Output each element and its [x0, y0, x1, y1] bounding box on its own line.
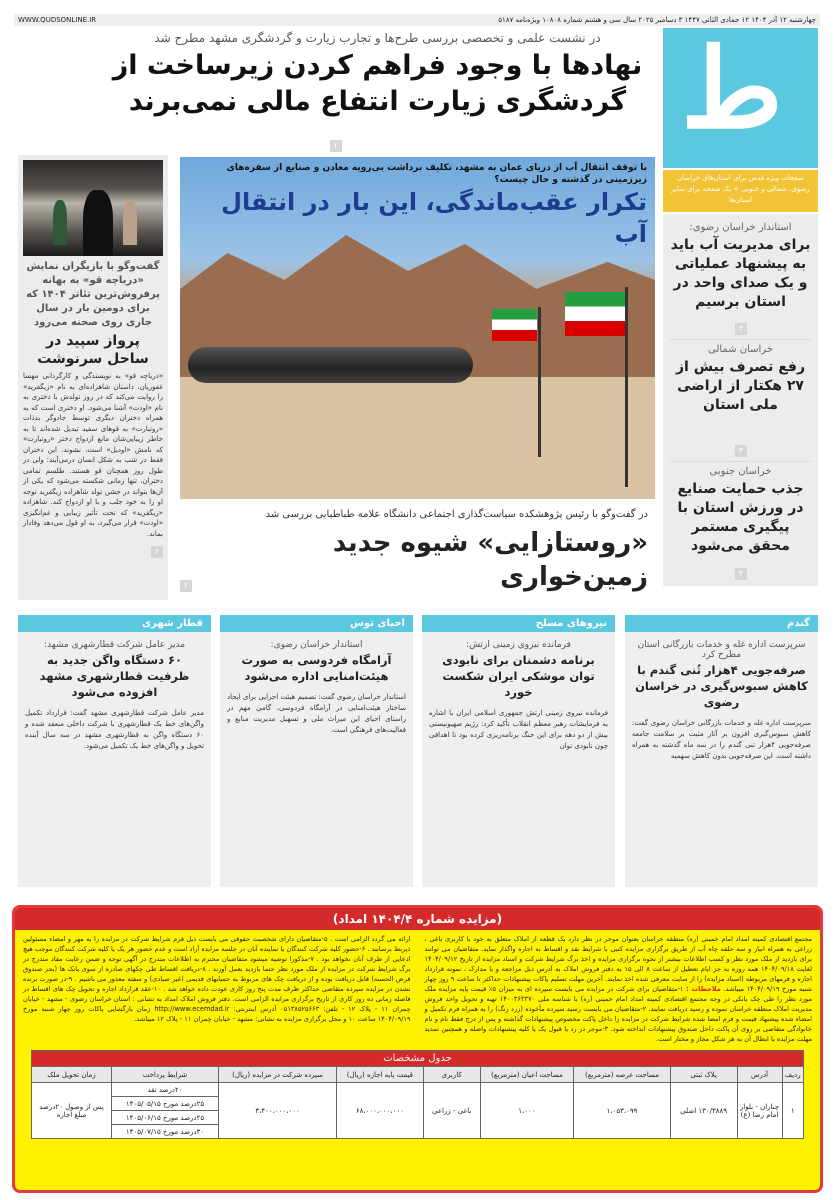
- col-header: کاربری: [423, 1067, 480, 1083]
- col-header: سپرده شرکت در مزایده (ریال): [219, 1067, 337, 1083]
- sidebar-story[interactable]: [669, 222, 812, 340]
- story-body: استاندار خراسان رضوی گفت: تصمیم هیئت اجرایی برای ایجاد ساختار هیئت‌امنایی در آرامگاه فردوسی، گامی مهم در راستای احیای این میراث ملی و تسهیل مدیریت منابع و فعالیت‌های فرهنگی است.: [227, 693, 406, 734]
- auction-notes: ۱-متقاضیان برای شرکت در مزایده می بایست سپرده ای به میزان ۵٪ قیمت پایه مزایده ملک مورد نظر را طی چک بانکی در وجه مجتمع اقتصادی کمیته امداد امام خمینی (ره) با شناسه ملی ۱۴۰۰۳۶۳۳۷۰ تهیه و تحویل واحد فروش مدیریت املاک منطقه خراسان نموده و رسید دریافت نمایند. ۲-متقاضیان می بایست رسید سپرده مأخوذه (زرد رنگ) را به همراه فرم تکمیل و امضاء شده پیشنهاد قیمت و فرم امضا شده شرایط شرکت در مزایده را داخل پاکت مخصوص پیشنهادات گذاشته و پس از درج فقط نام و نام خانوادگی متقاضی بر روی آن پاکت داخل صندوق پیشنهادات انداخته شود. ۳-موجر در رد یا قبول یک یا کلیه پیشنهادات واصله و همچنین تمدید مهلت مزایده یا ابطال آن به هر شکل مجاز و مختار است.: [424, 985, 812, 1043]
- story-title[interactable]: ۶۰ دستگاه واگن جدید به ظرفیت قطارشهری مشهد افزوده می‌شود: [39, 653, 190, 699]
- story-title[interactable]: برنامه دشمنان برای نابودی توان موشکی ایران شکست خورد: [442, 653, 595, 699]
- cell-payment: ۲۰درصد نقد: [112, 1083, 219, 1097]
- col-header: مساحت عرصه (مترمربع): [574, 1067, 670, 1083]
- masthead-tagline: صفحات ویژه قدس برای استان‌های خراسان رضوی، شمالی و جنوبی + یک صفحه برای سایر استان‌ها: [663, 170, 818, 212]
- story-kicker: فرمانده نیروی زمینی ارتش:: [466, 640, 571, 650]
- sidebar-story[interactable]: [669, 344, 812, 462]
- cell-payment: ۲۵درصد مورخ ۱۴۰۵/۰۵/۱۵: [112, 1097, 219, 1111]
- site-url[interactable]: WWW.QUDSONLINE.IR: [18, 16, 97, 24]
- story-kicker: استاندار خراسان رضوی:: [689, 222, 792, 233]
- news-column: [625, 615, 818, 887]
- page-ref[interactable]: ۳: [735, 323, 747, 335]
- cell-deposit: ۳،۴۰۰،۰۰۰،۰۰۰: [219, 1083, 337, 1139]
- cell-no: ۱: [782, 1083, 803, 1139]
- sidebar: [663, 214, 818, 586]
- table-caption: جدول مشخصات: [32, 1051, 804, 1067]
- photo-title[interactable]: تکرار عقب‌ماندگی، این بار در انتقال آب: [221, 188, 647, 248]
- section-header: احیای توس: [220, 615, 413, 632]
- water-transfer-photo: [180, 157, 655, 499]
- lead-kicker: در نشست علمی و تخصصی بررسی طرح‌ها و تجارب زیارت و گردشگری مشهد مطرح شد: [154, 31, 601, 45]
- col-header: ردیف: [782, 1067, 803, 1083]
- second-story: [180, 508, 648, 594]
- story-title[interactable]: صرفه‌جویی ۴هزار تُنی گندم با کاهش سبوس‌گیری در خراسان رضوی: [635, 663, 808, 709]
- photo-kicker: با توقف انتقال آب از دریای عمان به مشهد، تکلیف برداشت بی‌رویه معادن و صنایع از سفره‌های زیرزمینی در گذشته و حال چیست؟: [226, 163, 647, 185]
- second-title[interactable]: «روستازایی» شیوه جدید زمین‌خواری: [332, 528, 648, 592]
- notes-label: ملاحظات :: [686, 985, 721, 993]
- col-header: مساحت اعیان (مترمربع): [480, 1067, 574, 1083]
- story-body: «دریاچه قو» به نویسندگی و کارگردانی مهسا غفوریان، داستان شاهزاده‌ای به نام «زیگفرید» را روایت می‌کند که در روز تولدش با دختری به نام «اودت» آشنا می‌شود. او دختری است که به همراه دختران دیگری توسط جادوگر بدذات «روتبارت» به قوهای سفید تبدیل شده‌اند تا به خاطر زیبایی‌شان مانع ازدواج دختر «روتبارت» که نامش «اودیل» است، نشوند. این دختران فقط در شب به شکل انسان درمی‌آیند؛ ولی در طول روز همچنان قو هستند. طلسم تمامی دختران، تنها زمانی شکسته می‌شود که یکی از آن‌ها بتواند در جشن تولد شاهزاده زیگفرید توجه او را به خود جلب و با او ازدواج کند. شاهزاده «زیگفرید» که تحت تأثیر زیبایی و غم‌انگیزی «اودت» قرار می‌گیرد، به او قول می‌دهد وفادار بماند.: [23, 372, 163, 538]
- auction-title: (مزایده شماره ۱۴۰۴/۴ امداد): [15, 908, 820, 930]
- page-ref[interactable]: ۲: [151, 546, 163, 558]
- story-kicker: خراسان جنوبی: [709, 466, 772, 477]
- cell-land-area: ۱،۰۵۳،۰۹۹: [574, 1083, 670, 1139]
- cell-base-price: ۶۸،۰۰۰،۰۰۰،۰۰۰: [337, 1083, 424, 1139]
- story-title[interactable]: رفع تصرف بیش از ۲۷ هکتار از اراضی ملی استان: [675, 359, 806, 413]
- col-header: شرایط پرداخت: [112, 1067, 219, 1083]
- story-title[interactable]: پرواز سپید در ساحل سرنوشت: [37, 333, 149, 367]
- cell-delivery: پس از وصول ۲۰درصد مبلغ اجاره: [32, 1083, 112, 1139]
- story-kicker: استاندار خراسان رضوی:: [270, 640, 363, 650]
- logo-mark: ط: [681, 28, 783, 153]
- flag-icon: [492, 309, 537, 341]
- story-kicker: مدیر عامل شرکت قطارشهری مشهد:: [43, 640, 186, 650]
- section-header: نیروهای مسلح: [422, 615, 615, 632]
- story-body: فرمانده نیروی زمینی ارتش جمهوری اسلامی ایران با اشاره به فرمایشات رهبر معظم انقلاب تأکید کرد: رژیم صهیونیستی بیش از دو دهه برای این جنگ برنامه‌ریزی کرده بود تا اهدافی چون نابودی توان: [429, 709, 608, 750]
- story-kicker: گفت‌وگو با بازیگران نمایش «دریاچه قو» به بهانه پرفروش‌ترین تئاتر ۱۴۰۴ که برای دومین بار در سال جاری روی صحنه می‌رود: [26, 261, 160, 328]
- cell-payment: ۲۵درصد مورخ ۱۴۰۵/۰۶/۱۵: [112, 1111, 219, 1125]
- section-header: گندم: [625, 615, 818, 632]
- table-row: [32, 1083, 804, 1097]
- col-header: پلاک ثبتی: [670, 1067, 737, 1083]
- story-kicker: سرپرست اداره غله و خدمات بازرگانی استان مطرح کرد: [637, 640, 806, 660]
- auction-text-left: ارائه می گردد الزامی است . ۵-متقاضیان دارای شخصیت حقوقی می بایست ذیل فرم شرایط شرکت در مزایده را به مهر و امضاء مسئولین ذیربط برسانند . ۶-حضور کلیه شرکت کنندگان یا نماینده آنان در جلسه مزایده آزاد است و عدم حضور هر یک یا کلیه شرکت کنندگان موجب هیچ ادعایی از طرف آنان نخواهد بود . ۷-مذکورا توصیه میشود متقاضیان محترم به اطلاعات مندرج در آگهی توجه و ضمن رعایت مفاد مندرج در برگ شرایط شرکت در مزایده از ملک مورد نظر حتما بازدید بعمل آورند . ۸-دریافت اقساط طی چکهای صادره از سوی بانک ها (بجز صندوق قرض الحسنه) قابل دریافت بوده و از دریافت چک های مربوط به حسابهای قدیمی (غیر صیادی) و سفته معذور می باشیم . ۹-در صورت برنده نشدن در مزایده سپرده متقاضی حداکثر ظرف مدت پنج روز کاری عودت داده خواهد شد . ۱۰-عقد قرارداد اجاره و تحویل چک های اقساط در فاصله زمانی ده روز کاری از تاریخ برگزاری مزایده الزامی است. دفتر فروش املاک امداد به نشانی : استان خراسان رضوی - مشهد - خیابان چمران ۱۱ - پلاک ۱۲ - تلفن: ۰۵۱۳۸۵۲۵۶۶۳ آدرس اینترنتی: http://www.ecemdad.ir زمان بازگشایی پاکات روز چهار شنبه مورخ ۱۴۰۴/۰۹/۱۹ ساعت ۱۰ و محل برگزاری مزایده به نشانی: مشهد - خیابان چمران ۱۱ - پلاک ۱۲ میباشد.: [23, 935, 411, 1023]
- section-header: قطار شهری: [18, 615, 211, 632]
- col-header: قیمت پایه اجاره (ریال): [337, 1067, 424, 1083]
- news-column: [220, 615, 413, 887]
- auction-paragraph: مجتمع اقتصادی کمیته امداد امام خمینی (ره) منطقه خراسان بعنوان موجر در نظر دارد یک قطعه از املاک متعلق به خود با کاربری باغی ، زراعی به همراه انبار و سه حلقه چاه آب از طریق برگزاری مزایده کتبی با شرایط نقد و اقساط به اجاره واگذار نماید. متقاضیان می توانند برای بازدید از ملک مورد نظر و کسب اطلاعات بیشتر از نحوه برگزاری مزایده و اخذ برگ شرایط شرکت و اسناد مزایده از تاریخ ۱۴۰۴/۰۹/۱۲ لغایت ۱۴۰۴/۰۹/۱۸ همه روزه به جز ایام تعطیل از ساعت ۸ الی ۱۵ به دفتر فروش املاک به آدرس ذیل مراجعه و یا مدارک ، نمونه قرارداد اجاره و فرمهای مربوطه (اسناد مزایده) را از سایت معرفی شده اخذ نمایند. آخرین مهلت تسلیم پاکات پیشنهادات حداکثر تا ساعت ۹ روز چهار شنبه مورخ ۱۴۰۴/۰۹/۱۹ میباشد.: [424, 935, 812, 993]
- auction-table: [31, 1050, 804, 1139]
- col-header: آدرس: [737, 1067, 782, 1083]
- cell-building-area: ۱،۰۰۰: [480, 1083, 574, 1139]
- cell-payment: ۳۰درصد مورخ ۱۴۰۵/۰۷/۱۵: [112, 1125, 219, 1139]
- auction-text-right: [425, 934, 813, 1044]
- cell-address: چناران - بلوار امام رضا (ع): [737, 1083, 782, 1139]
- page-ref[interactable]: ۳: [735, 445, 747, 457]
- page-ref[interactable]: ۲: [330, 140, 342, 152]
- auction-ad: [12, 905, 823, 1193]
- story-body: سرپرست اداره غله و خدمات بازرگانی خراسان رضوی گفت: کاهش سبوس‌گیری افزون بر آثار مثبت بر سلامت جامعه صرفه‌جویی ۴هزار تنی گندم را در سه ماه گذشته به همراه داشته است. این صرفه‌جویی بدون کاهش سهمیه: [632, 719, 811, 760]
- page-ref[interactable]: ۲: [180, 580, 192, 592]
- story-title[interactable]: آرامگاه فردوسی به صورت هیئت‌امنایی اداره می‌شود: [241, 653, 392, 683]
- sidebar-story[interactable]: [669, 466, 812, 584]
- story-kicker: خراسان شمالی: [707, 344, 773, 355]
- news-column: [18, 615, 211, 887]
- masthead-logo: [663, 28, 818, 168]
- second-kicker: در گفت‌وگو با رئیس پژوهشکده سیاست‌گذاری اجتماعی دانشگاه علامه طباطبایی بررسی شد: [265, 509, 648, 520]
- story-title[interactable]: برای مدیریت آب باید به پیشنهاد عملیاتی و یک صدای واحد در استان برسیم: [670, 237, 811, 310]
- flag-icon: [565, 292, 625, 336]
- cell-plaque: ۱۳۰/۳۸۸۹ اصلی: [670, 1083, 737, 1139]
- lead-story: [100, 30, 655, 120]
- pipe-shape: [188, 347, 473, 383]
- lead-headline[interactable]: نهادها با وجود فراهم کردن زیرساخت از گردشگری زیارت انتفاع مالی نمی‌برند: [112, 50, 643, 117]
- top-info-bar: [14, 14, 820, 26]
- cell-usage: باغی - زراعی: [423, 1083, 480, 1139]
- theatre-story: [18, 155, 168, 600]
- theatre-photo: [23, 160, 163, 256]
- table-header-row: [32, 1067, 804, 1083]
- issue-date: چهارشنبه ۱۲ آذر ۱۴۰۴ ۱۲ جمادی الثانی ۱۴۴۷ ۳ دسامبر ۲۰۲۵ سال سی و هشتم شماره ۱۰۸۰۸ ویژه‌نامه ۵۱۸۷: [498, 16, 816, 24]
- col-header: زمان تحویل ملک: [32, 1067, 112, 1083]
- story-title[interactable]: جذب حمایت صنایع در ورزش استان با پیگیری مستمر محقق می‌شود: [677, 481, 804, 554]
- news-column: [422, 615, 615, 887]
- story-body: مدیر عامل شرکت قطارشهری مشهد گفت: قرارداد تکمیل واگن‌های خط یک قطارشهری با شرکت داخلی منعقد شده و ۶۰ دستگاه واگن به قطارشهری مشهد در سه سال آینده تحویل و واگن‌های خط یک تکمیل می‌شود.: [25, 709, 204, 750]
- page-ref[interactable]: ۳: [735, 568, 747, 580]
